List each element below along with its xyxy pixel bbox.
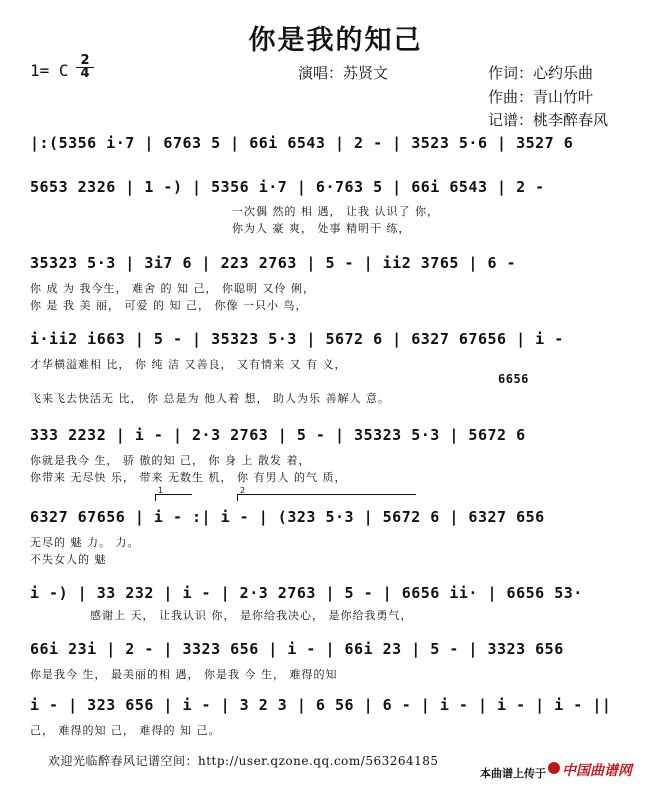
score-line-2-lyric-1: 一次偶 然的 相 遇， 让我 认识了 你， bbox=[232, 205, 439, 218]
score-line-5-notes: 333 2232 | i - | 2·3 2763 | 5 - | 35323 5·3 | 5672 6 bbox=[30, 426, 526, 444]
score-line-4-lyric-1: 才华横溢难相 比， 你 纯 洁 又善良， 又有情来 又 有 义， bbox=[30, 358, 347, 371]
second-ending-bracket: 2 bbox=[237, 494, 416, 501]
time-numerator: 2 bbox=[80, 53, 90, 68]
first-ending-bracket: 1 bbox=[155, 494, 192, 501]
transcriber-credit: 记谱：桃李醉春风 bbox=[488, 111, 609, 129]
score-line-1-notes: |:(5356 i·7 | 6763 5 | 66i 6543 | 2 - | 3523 5·6 | 3527 6 bbox=[30, 134, 574, 152]
score-line-4-lyric-2: 飞来飞去快活无 比， 你 总是为 他人着 想， 助人为乐 善解人 意。 bbox=[30, 392, 390, 405]
singer-credit: 演唱：苏贤文 bbox=[298, 64, 389, 82]
time-denominator: 4 bbox=[76, 67, 94, 80]
score-line-7-lyric-1: 感谢上 天， 让我认识 你， 是你给我决心， 是你给我勇气， bbox=[90, 609, 413, 622]
score-line-8-lyric-1: 你是我今 生， 最美丽的相 遇， 你是我 今 生， 难得的知 bbox=[30, 668, 338, 681]
score-line-5-lyric-1: 你就是我今 生， 骄 傲的知 己， 你 身 上 散发 着， bbox=[30, 454, 311, 467]
score-line-5-lyric-2: 你带来 无尽快 乐， 带来 无数生 机， 你 有男人 的气 质， bbox=[30, 471, 347, 484]
score-line-3-notes: 35323 5·3 | 3i7 6 | 223 2763 | 5 - | ii2 3765 | 6 - bbox=[30, 254, 517, 272]
score-line-7-notes: i -) | 33 232 | i - | 2·3 2763 | 5 - | 6656 ii· | 6656 53· bbox=[30, 584, 583, 602]
score-line-9-notes: i - | 323 656 | i - | 3 2 3 | 6 56 | 6 - | i - | i - | i - || bbox=[30, 696, 612, 714]
key-signature: 1= C bbox=[30, 61, 69, 80]
score-line-4-notes: i·ii2 i663 | 5 - | 35323 5·3 | 5672 6 | 6327 67656 | i - bbox=[30, 330, 564, 348]
score-line-9-lyric-1: 己， 难得的知 己， 难得的 知 己。 bbox=[30, 724, 221, 737]
score-line-6-lyric-2: 不失女人的 魅 bbox=[30, 553, 107, 566]
alternate-notes: 6656 bbox=[498, 372, 529, 386]
composer-credit: 作曲：青山竹叶 bbox=[488, 88, 594, 106]
score-line-6-lyric-1: 无尽的 魅 力。 力。 bbox=[30, 536, 140, 549]
score-line-2-lyric-2: 你为人 豪 爽， 处事 精明干 练， bbox=[232, 222, 411, 235]
score-line-2-notes: 5653 2326 | 1 -) | 5356 i·7 | 6·763 5 | 66i 6543 | 2 - bbox=[30, 178, 545, 196]
time-signature bbox=[76, 55, 94, 80]
footer-upload-note: 本曲谱上传于 bbox=[480, 767, 546, 780]
score-line-3-lyric-2: 你 是 我 美 丽， 可爱 的 知 己， 你像 一只小 鸟， bbox=[30, 299, 308, 312]
song-title: 你是我的知己 bbox=[248, 25, 423, 56]
score-line-6-notes: 6327 67656 | i - :| i - | (323 5·3 | 5672 6 | 6327 656 bbox=[30, 508, 545, 526]
score-line-8-notes: 66i 23i | 2 - | 3323 656 | i - | 66i 23 | 5 - | 3323 656 bbox=[30, 640, 564, 658]
lyricist-credit: 作词：心约乐曲 bbox=[488, 64, 594, 82]
score-line-3-lyric-1: 你 成 为 我今生， 难舍 的 知 己， 你聪明 又伶 俐， bbox=[30, 282, 315, 295]
site-logo-text[interactable]: 中国曲谱网 bbox=[562, 763, 632, 779]
footer-website-note: 欢迎光临醉春风记谱空间：http://user.qzone.qq.com/563264185 bbox=[48, 754, 439, 768]
site-logo-icon bbox=[548, 762, 560, 774]
